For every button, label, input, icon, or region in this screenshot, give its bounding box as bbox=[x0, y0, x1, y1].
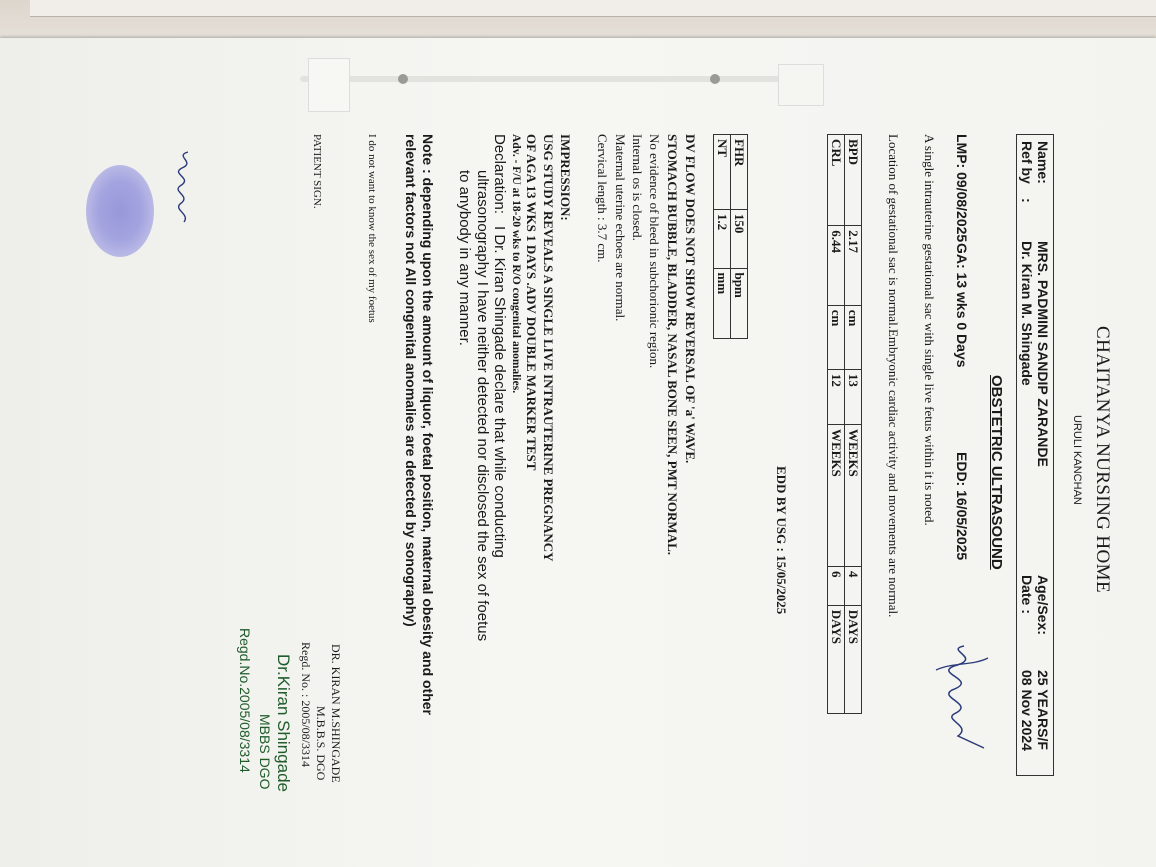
fastener-hole bbox=[398, 74, 408, 84]
doctor-stamp-degree: MBBS DGO bbox=[257, 714, 273, 790]
table-cell: FHR bbox=[731, 135, 748, 210]
lmp-value: LMP: 09/08/2025 bbox=[954, 134, 970, 243]
vitals-table bbox=[713, 134, 748, 339]
table-cell: NT bbox=[714, 135, 731, 210]
table-cell: WEEKS bbox=[845, 425, 862, 567]
doctor-registration: Regd. No. : 2005/08/3314 bbox=[299, 642, 313, 767]
dv-flow-finding: DV FLOW DOES NOT SHOW REVERSAL OF 'a' WAVE. bbox=[683, 134, 698, 464]
os-finding: Internal os is closed. bbox=[630, 134, 645, 241]
referring-doctor: Dr. Kiran M. Shingade bbox=[1019, 241, 1035, 386]
patient-sign-label: PATIENT SIGN. bbox=[311, 134, 323, 209]
hospital-name: CHAITANYA NURSING HOME bbox=[1092, 326, 1113, 593]
file-fastener-strip bbox=[300, 58, 860, 104]
table-cell: WEEKS bbox=[828, 425, 845, 567]
impression-line: OF AGA 13 WKS 1 DAYS .ADV DOUBLE MARKER TEST bbox=[524, 134, 539, 471]
table-cell: 2.17 bbox=[845, 226, 862, 306]
patient-name: MRS. PADMINI SANDIP ZARANDE bbox=[1035, 241, 1051, 467]
echoes-finding: Maternal uterine echoes are normal. bbox=[613, 134, 628, 322]
table-cell: 150 bbox=[731, 209, 748, 268]
findings-text: Location of gestational sac is normal.Embryonic cardiac activity and movements are normal. bbox=[886, 134, 901, 618]
ref-by-colon: : bbox=[1019, 198, 1035, 203]
hospital-location: URULI KANCHAN bbox=[1071, 415, 1083, 505]
table-cell: 1.2 bbox=[714, 209, 731, 268]
name-label: Name: bbox=[1035, 141, 1051, 184]
declaration-text: I Dr. Kiran Shingade declare that while conducting bbox=[491, 226, 508, 558]
table-cell: CRL bbox=[828, 135, 845, 226]
biometry-table bbox=[827, 134, 862, 714]
fastener-hole bbox=[710, 74, 720, 84]
declaration-text: to anybody in any manner. bbox=[456, 170, 473, 346]
doctor-stamp-registration: Regd.No.2005/08/3314 bbox=[237, 628, 253, 773]
table-row bbox=[828, 135, 845, 714]
fastener-clip-left bbox=[308, 58, 350, 112]
fastener-clip-right bbox=[778, 64, 824, 106]
report-title: OBSTETRIC ULTRASOUND bbox=[988, 375, 1005, 570]
ref-by-label: Ref by bbox=[1019, 141, 1035, 184]
sex-disclosure-consent: I do not want to know the sex of my foetus bbox=[366, 134, 378, 323]
organ-finding: STOMACH BUBBLE, BLADDER, NASAL BONE SEEN, PMT NORMAL. bbox=[665, 134, 680, 556]
gestational-age: GA: 13 wks 0 Days bbox=[954, 243, 970, 368]
table-cell: cm bbox=[845, 305, 862, 369]
findings-text: A single intrauterine gestational sac with single live fetus within it is noted. bbox=[922, 134, 937, 526]
table-cell: 6.44 bbox=[828, 226, 845, 306]
edd-by-usg: EDD BY USG : 15/05/2025 bbox=[774, 466, 789, 615]
table-row bbox=[714, 135, 731, 339]
impression-line: USG STUDY REVEALS A SINGLE LIVE INTRAUTERINE PREGNANCY bbox=[541, 134, 556, 562]
impression-title: IMPRESSION: bbox=[558, 134, 573, 221]
doctor-degree: M.B.B.S. DGO bbox=[314, 706, 328, 781]
table-cell: bpm bbox=[731, 268, 748, 339]
age-sex-label: Age/Sex: bbox=[1035, 575, 1051, 635]
note-text: Note : depending upon the amount of liquor, foetal position, maternal obesity and other bbox=[420, 134, 436, 716]
table-cell: 12 bbox=[828, 369, 845, 424]
table-cell: DAYS bbox=[828, 605, 845, 713]
underlying-page-edge bbox=[30, 0, 1156, 17]
cervical-length: Cervical length : 3.7 cm. bbox=[595, 134, 610, 263]
table-row bbox=[731, 135, 748, 339]
table-cell: 13 bbox=[845, 369, 862, 424]
report-date: 08 Nov 2024 bbox=[1019, 670, 1035, 751]
ultrasound-report bbox=[113, 134, 1113, 860]
table-row bbox=[845, 135, 862, 714]
fastener-bar bbox=[300, 76, 800, 82]
table-cell: 4 bbox=[845, 566, 862, 605]
patient-info-box bbox=[1016, 134, 1054, 776]
doctor-stamp-name: Dr.Kiran Shingade bbox=[274, 654, 293, 792]
table-cell: 6 bbox=[828, 566, 845, 605]
age-sex-value: 25 YEARS/F bbox=[1035, 670, 1051, 750]
declaration-text: ultrasonography I have neither detected nor disclosed the sex of foetus bbox=[474, 170, 491, 642]
note-text: relevant factors not All congenital anomalies are detected by sonography) bbox=[403, 134, 419, 627]
edd-value: EDD: 16/05/2025 bbox=[954, 452, 970, 561]
bleed-finding: No evidence of bleed in subchorionic region. bbox=[647, 134, 662, 369]
table-cell: cm bbox=[828, 305, 845, 369]
date-label: Date : bbox=[1019, 575, 1035, 614]
table-cell: mm bbox=[714, 268, 731, 339]
table-cell: BPD bbox=[845, 135, 862, 226]
table-cell: DAYS bbox=[845, 605, 862, 713]
declaration-label: Declaration: bbox=[491, 134, 508, 215]
impression-advice: Adv. - F/U at 18-20 wks to R/O congenital anomalies. bbox=[510, 134, 522, 394]
doctor-name: DR. KIRAN M.SHINGADE bbox=[329, 644, 343, 783]
